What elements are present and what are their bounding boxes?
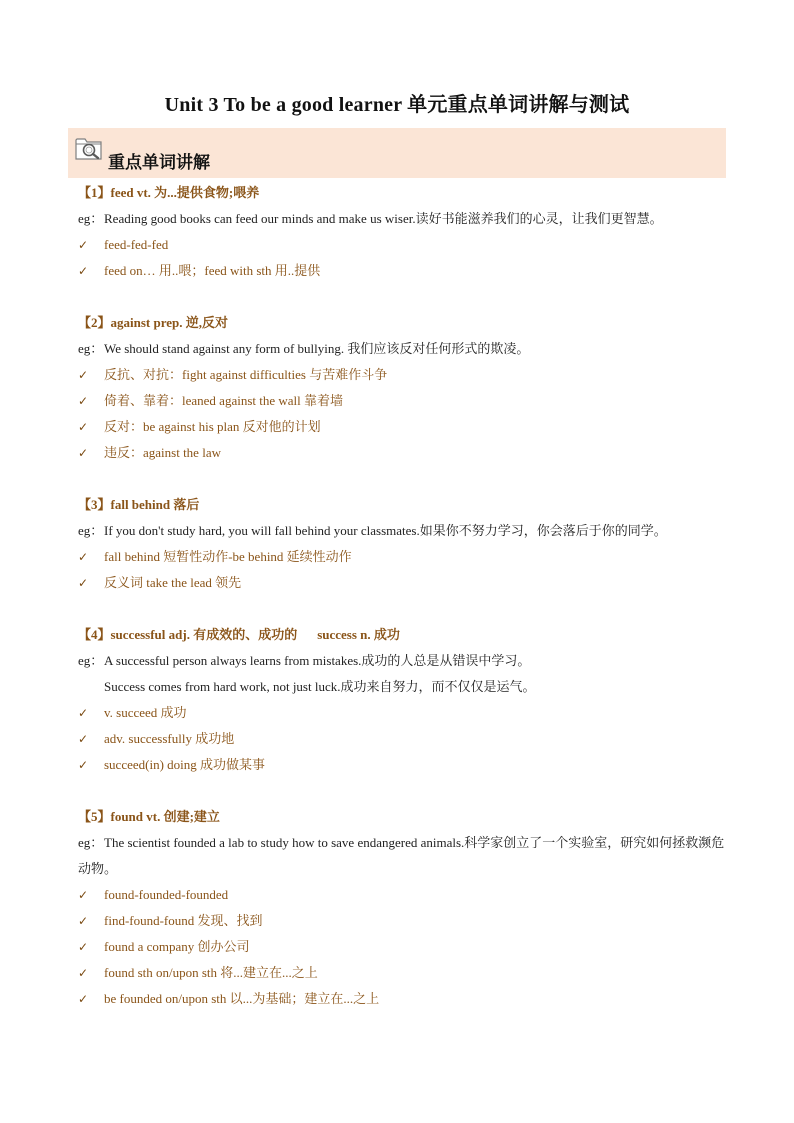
example-sentence: Success comes from hard work, not just luck.成功来自努力，而不仅仅是运气。 [104, 679, 536, 694]
checkmark-icon: ✓ [78, 264, 89, 278]
checkmark-icon: ✓ [78, 992, 89, 1006]
note-text: feed on… 用..喂；feed with sth 用..提供 [104, 263, 321, 278]
note-item [78, 752, 728, 778]
note-text: 反义词 take the lead 领先 [104, 575, 242, 590]
checkmark-icon: ✓ [78, 446, 89, 460]
note-text: 反抗、对抗：fight against difficulties 与苦难作斗争 [104, 367, 388, 382]
example-sentence [78, 648, 728, 674]
entry-heading: 【5】found vt. 创建;建立 [78, 809, 220, 824]
note-item [78, 544, 728, 570]
eg-label: eg： [78, 211, 104, 226]
note-item [78, 700, 728, 726]
note-text: be founded on/upon sth 以...为基础；建立在...之上 [104, 991, 380, 1006]
checkmark-icon: ✓ [78, 914, 89, 928]
note-item [78, 570, 728, 596]
example-sentence [78, 830, 728, 882]
note-text: find-found-found 发现、找到 [104, 913, 263, 928]
eg-label: eg： [78, 653, 104, 668]
note-item [78, 362, 728, 388]
example-text: Reading good books can feed our minds and make us wiser.读好书能滋养我们的心灵，让我们更智慧。 [104, 211, 663, 226]
note-item [78, 934, 728, 960]
note-item [78, 960, 728, 986]
example-sentence [78, 336, 728, 362]
vocab-content [78, 180, 728, 1038]
entry-heading-secondary: success n. 成功 [317, 627, 400, 642]
vocab-entry-successful [78, 622, 728, 778]
note-text: 违反：against the law [104, 445, 221, 460]
entry-heading: 【2】against prep. 逆,反对 [78, 315, 228, 330]
note-text: feed-fed-fed [104, 237, 169, 252]
checkmark-icon: ✓ [78, 368, 89, 382]
checkmark-icon: ✓ [78, 758, 89, 772]
example-text: A successful person always learns from mistakes.成功的人总是从错误中学习。 [104, 653, 531, 668]
checkmark-icon: ✓ [78, 550, 89, 564]
note-item [78, 986, 728, 1012]
note-text: found a company 创办公司 [104, 939, 250, 954]
note-text: v. succeed 成功 [104, 705, 187, 720]
note-item [78, 882, 728, 908]
vocab-entry-feed [78, 180, 728, 284]
example-sentence [78, 518, 728, 544]
note-text: 倚着、靠着：leaned against the wall 靠着墙 [104, 393, 344, 408]
eg-label: eg： [78, 523, 104, 538]
entry-heading: 【3】fall behind 落后 [78, 497, 200, 512]
note-item [78, 258, 728, 284]
magnifier-folder-icon [74, 133, 106, 163]
checkmark-icon: ✓ [78, 888, 89, 902]
note-item [78, 388, 728, 414]
checkmark-icon: ✓ [78, 238, 89, 252]
checkmark-icon: ✓ [78, 940, 89, 954]
example-sentence [78, 206, 728, 232]
entry-heading [78, 622, 728, 648]
note-item [78, 440, 728, 466]
checkmark-icon: ✓ [78, 966, 89, 980]
eg-label: eg： [78, 341, 104, 356]
note-item [78, 726, 728, 752]
checkmark-icon: ✓ [78, 420, 89, 434]
page-title: Unit 3 To be a good learner 单元重点单词讲解与测试 [164, 94, 630, 116]
note-text: succeed(in) doing 成功做某事 [104, 757, 266, 772]
checkmark-icon: ✓ [78, 394, 89, 408]
checkmark-icon: ✓ [78, 706, 89, 720]
note-text: found sth on/upon sth 将...建立在...之上 [104, 965, 318, 980]
example-text: The scientist founded a lab to study how to save endangered animals.科学家创立了一个实验室，研究如何拯救濒危动物。 [78, 835, 725, 876]
note-item [78, 232, 728, 258]
entry-heading-primary: 【4】successful adj. 有成效的、成功的 [78, 627, 298, 642]
section-title: 重点单词讲解 [108, 153, 210, 173]
note-text: adv. successfully 成功地 [104, 731, 235, 746]
vocab-entry-against [78, 310, 728, 466]
note-text: 反对：be against his plan 反对他的计划 [104, 419, 321, 434]
checkmark-icon: ✓ [78, 732, 89, 746]
eg-label: eg： [78, 835, 104, 850]
vocab-entry-found [78, 804, 728, 1012]
note-item [78, 908, 728, 934]
note-text: fall behind 短暂性动作-be behind 延续性动作 [104, 549, 352, 564]
vocab-entry-fall-behind [78, 492, 728, 596]
checkmark-icon: ✓ [78, 576, 89, 590]
note-item [78, 414, 728, 440]
entry-heading: 【1】feed vt. 为...提供食物;喂养 [78, 185, 260, 200]
note-text: found-founded-founded [104, 887, 229, 902]
example-text: If you don't study hard, you will fall behind your classmates.如果你不努力学习，你会落后于你的同学。 [104, 523, 667, 538]
example-text: We should stand against any form of bullying. 我们应该反对任何形式的欺凌。 [104, 341, 530, 356]
section-banner [68, 128, 726, 178]
